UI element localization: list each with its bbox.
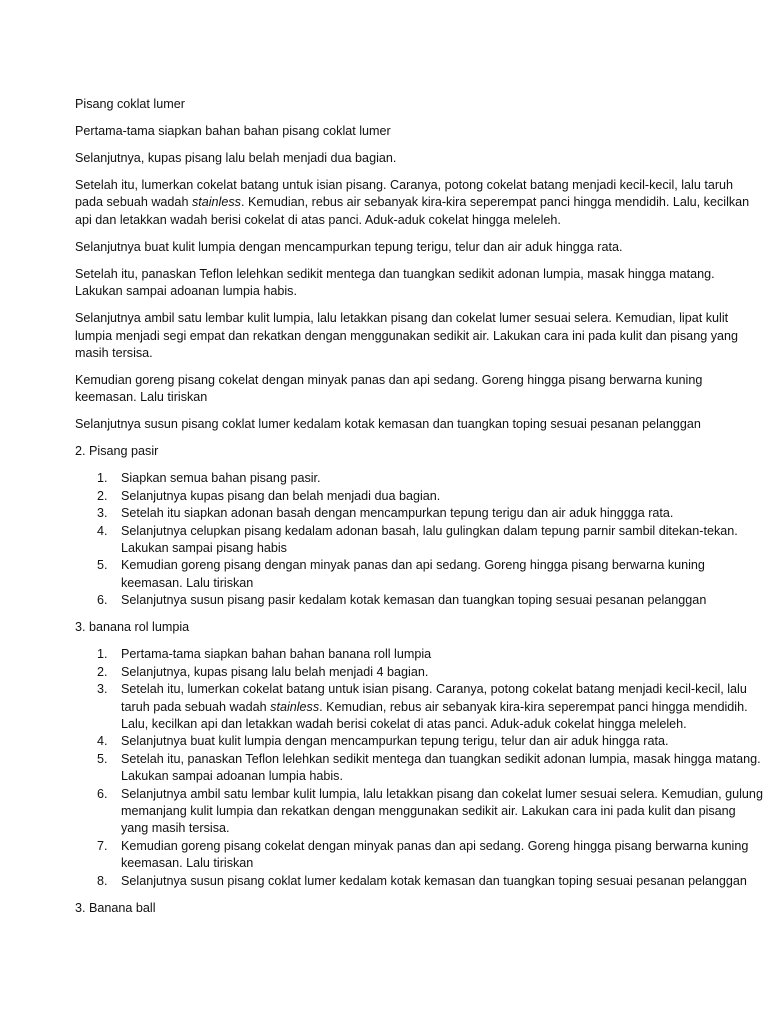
paragraph — [75, 177, 763, 229]
paragraph: Selanjutnya ambil satu lembar kulit lumpia, lalu letakkan pisang dan cokelat lumer sesuai selera. Kemudian, lipat kulit lumpia menjadi segi empat dan rekatkan dengan menggunakan sedikit air. Lakukan cara ini pada kulit dan pisang yang masih tersisa. — [75, 311, 739, 361]
list-item — [75, 505, 763, 522]
list-number: 3. — [97, 682, 108, 697]
paragraph: Selanjutnya, kupas pisang lalu belah menjadi dua bagian. — [75, 151, 397, 165]
list-item — [75, 470, 763, 487]
section-heading: 3. banana rol lumpia — [75, 620, 190, 635]
list-number: 5. — [97, 558, 108, 573]
list-item — [75, 646, 763, 663]
list-number: 1. — [97, 471, 108, 486]
list-item — [75, 557, 763, 592]
list-number: 1. — [97, 647, 108, 662]
list-item-text: Selanjutnya susun pisang pasir kedalam kotak kemasan dan tuangkan toping sesuai pesanan pelanggan — [121, 593, 707, 608]
list-number: 2. — [97, 488, 108, 503]
list-item — [75, 664, 763, 681]
list-item-text: Setelah itu, panaskan Teflon lelehkan sedikit mentega dan tuangkan sedikit adonan lumpia, masak hingga matang. Lakukan sampai adoanan lumpia habis. — [121, 751, 761, 784]
list-item — [75, 592, 763, 609]
list-item-text: Selanjutnya ambil satu lembar kulit lumpia, lalu letakkan pisang dan cokelat lumer sesuai selera. Kemudian, gulung memanjang kulit lumpia dan rekatkan dengan menggunakan sedikit air. Lakukan cara ini pada kulit dan pisang yang masih tersisa. — [121, 786, 763, 836]
list-item-text: Setelah itu siapkan adonan basah dengan mencampurkan tepung terigu dan air aduk hinggga rata. — [121, 506, 674, 521]
list-number: 6. — [97, 593, 108, 608]
document-body — [75, 96, 763, 927]
list-number: 4. — [97, 523, 108, 538]
section-heading: 2. Pisang pasir — [75, 444, 159, 459]
paragraph: Selanjutnya susun pisang coklat lumer kedalam kotak kemasan dan tuangkan toping sesuai pesanan pelanggan — [75, 417, 701, 432]
list-number: 6. — [97, 786, 108, 801]
list-item — [75, 873, 763, 890]
list-item-text: Selanjutnya buat kulit lumpia dengan mencampurkan tepung terigu, telur dan air aduk hingga rata. — [121, 734, 669, 749]
list-item-text: Pertama-tama siapkan bahan bahan banana roll lumpia — [121, 647, 432, 662]
list-number: 5. — [97, 751, 108, 766]
list-number: 8. — [97, 873, 108, 888]
section-heading: 3. Banana ball — [75, 900, 156, 915]
paragraph-text: . Kemudian, rebus air sebanyak kira-kira seperempat panci hingga mendidih. Lalu, kecilkan api dan letakkan wadah berisi cokelat di atas panci. Aduk-aduk cokelat hingga meleleh. — [75, 195, 750, 227]
list-item-text: Selanjutnya kupas pisang dan belah menjadi dua bagian. — [121, 488, 441, 503]
list-item-text: Selanjutnya, kupas pisang lalu belah menjadi 4 bagian. — [121, 664, 429, 679]
list-item — [75, 838, 763, 873]
list-item-text: Kemudian goreng pisang dengan minyak panas dan api sedang. Goreng hingga pisang berwarna kuning keemasan. Lalu tiriskan — [121, 558, 705, 590]
list-number: 2. — [97, 664, 108, 679]
paragraph: Setelah itu, panaskan Teflon lelehkan sedikit mentega dan tuangkan sedikit adonan lumpia, masak hingga matang. Lakukan sampai adoanan lumpia habis. — [75, 266, 715, 299]
step-list — [75, 646, 763, 890]
paragraph: Kemudian goreng pisang cokelat dengan minyak panas dan api sedang. Goreng hingga pisang berwarna kuning keemasan. Lalu tiriskan — [75, 373, 703, 405]
step-list — [75, 470, 763, 609]
list-item — [75, 523, 763, 558]
list-item-text: . Kemudian, rebus air sebanyak kira-kira seperempat panci hingga mendidih. Lalu, kecilkan api dan letakkan wadah berisi cokelat di atas panci. Aduk-aduk cokelat hingga meleleh. — [121, 699, 748, 731]
list-item-text: Selanjutnya celupkan pisang kedalam adonan basah, lalu gulingkan dalam tepung parnir sambil ditekan-tekan. Lakukan sampai pisang habis — [121, 523, 738, 556]
paragraph-text: Setelah itu, lumerkan cokelat batang untuk isian pisang. Caranya, potong cokelat batang menjadi kecil-kecil, lalu taruh pada sebuah wadah — [75, 178, 734, 210]
paragraph: Selanjutnya buat kulit lumpia dengan mencampurkan tepung terigu, telur dan air aduk hingga rata. — [75, 239, 623, 254]
list-number: 3. — [97, 506, 108, 521]
emphasis-text: stainless — [270, 699, 320, 714]
list-item-text: Siapkan semua bahan pisang pasir. — [121, 471, 321, 486]
emphasis-text: stainless — [191, 195, 241, 210]
list-item — [75, 733, 763, 750]
list-item-text: Selanjutnya susun pisang coklat lumer kedalam kotak kemasan dan tuangkan toping sesuai pesanan pelanggan — [121, 873, 747, 888]
list-item — [75, 681, 763, 733]
list-item-text: Kemudian goreng pisang cokelat dengan minyak panas dan api sedang. Goreng hingga pisang berwarna kuning keemasan. Lalu tiriskan — [121, 838, 749, 871]
list-item — [75, 751, 763, 786]
paragraph: Pertama-tama siapkan bahan bahan pisang coklat lumer — [75, 124, 391, 138]
document-title: Pisang coklat lumer — [75, 97, 185, 111]
list-item — [75, 786, 763, 838]
list-number: 4. — [97, 734, 108, 749]
list-number: 7. — [97, 838, 108, 853]
list-item-text: Setelah itu, lumerkan cokelat batang untuk isian pisang. Caranya, potong cokelat batang menjadi kecil-kecil, lalu taruh pada sebuah wadah — [121, 682, 747, 714]
list-item — [75, 488, 763, 505]
